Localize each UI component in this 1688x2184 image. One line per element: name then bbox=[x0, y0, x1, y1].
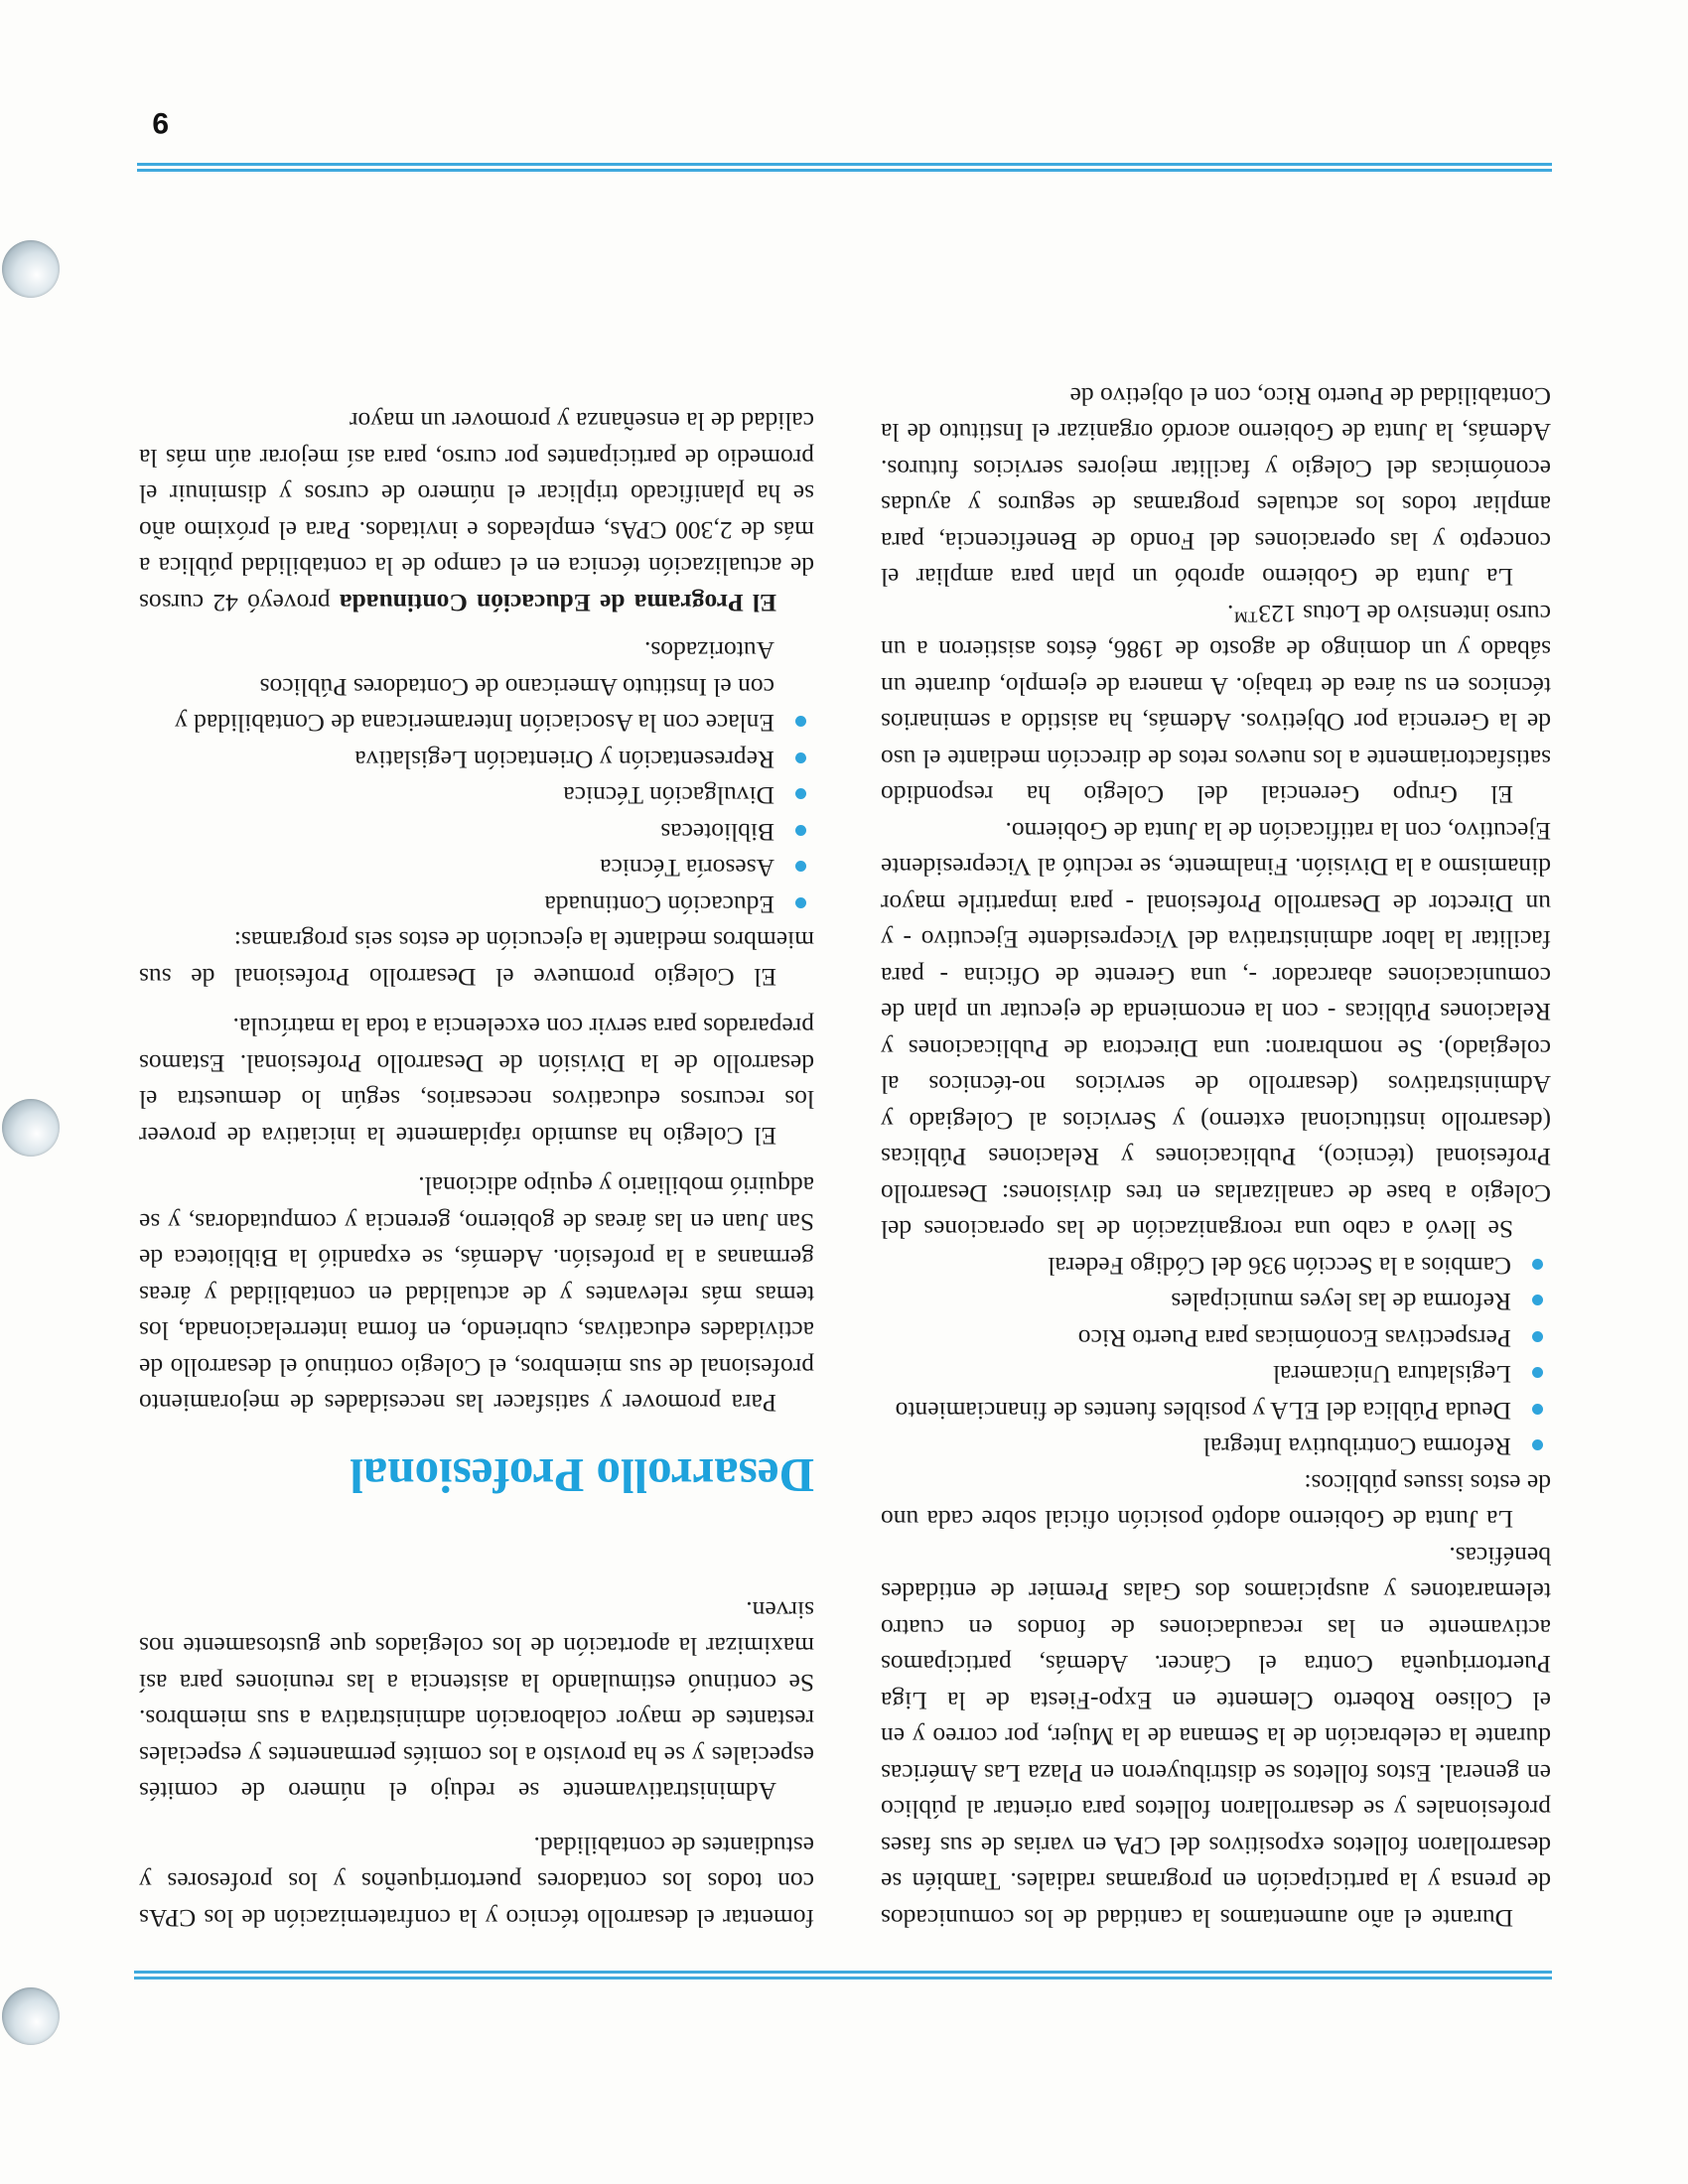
body-paragraph: La Junta de Gobierno adoptó posición oficial sobre cada uno de estos issues públicos: bbox=[881, 1469, 1551, 1535]
list-item: Reforma Contributiva Integral bbox=[881, 1429, 1551, 1465]
binder-hole-top bbox=[2, 1987, 60, 2045]
bullet-icon bbox=[1532, 1259, 1543, 1270]
page-number: 9 bbox=[152, 106, 169, 139]
public-issues-list bbox=[881, 1248, 1551, 1465]
list-item: Divulgación Técnica bbox=[139, 777, 814, 814]
body-paragraph: Para promover y satisfacer las necesidades de mejoramiento profesional de sus miembros, el Colegio continuó el desarrollo de actividades educativas, cubriendo, en forma interrelacionada, los temas más relevantes y de actualidad en contabilidad y áreas germanas a la profesión. Además, se expandió la Biblioteca de San Juan en las áreas de gobierno, gerencia y computadoras, y se adquirió mobiliario y equipo adicional. bbox=[139, 1171, 814, 1419]
list-item: Cambios a la Sección 936 del Código Federal bbox=[881, 1248, 1551, 1285]
bullet-icon bbox=[1532, 1368, 1543, 1379]
body-paragraph: La Junta de Gobierno aprobó un plan para ampliar el concepto y las operaciones del Fondo de Beneficencia, para ampliar todos los actuales programas de seguros y ayudas económicas del Colegio y facilitar mejores servicios futuros. Además, la Junta de Gobierno acordó organizar el Instituto de la Contabilidad de Puerto Rico, con el objetivo de bbox=[881, 382, 1551, 593]
section-heading: Desarrollo Profesional bbox=[350, 1448, 814, 1504]
body-paragraph: El Programa de Educación Continuada proveyó 42 cursos de actualización técnica en el campo de la contabilidad pública a más de 2,300 CPAs, empleados e invitados. Para el próximo año se ha planificado triplicar el número de cursos y disminuir el promedio de participantes por curso, para así mejorar aún más la calidad de la enseñanza y promover un mayor bbox=[139, 407, 814, 617]
bullet-icon bbox=[795, 717, 806, 728]
body-paragraph: El Colegio ha asumido rápidamente la iniciativa de proveer los recursos educativos necesarios, según lo demuestra el desarrollo de la División de Desarrollo Profesional. Estamos preparados para servir con excelencia a toda la matrícula. bbox=[139, 1013, 814, 1151]
binder-hole-middle bbox=[2, 1099, 60, 1157]
list-item: Asesoría Técnica bbox=[139, 850, 814, 887]
list-item: Enlace con la Asociación Interamericana de Contabilidad y con el Instituto Americano de Contadores Públicos Autorizados. bbox=[139, 632, 814, 742]
body-paragraph: El Grupo Gerencial del Colegio ha respondido satisfactoriamente a los nuevos retos de dirección mediante el uso de la Gerencia por Objetivos. Además, ha asistido a seminarios técnicos en su área de trabajo. A manera de ejemplo, durante un sábado y un domingo de agosto de 1986, éstos asistieron a un curso intensivo de Lotus 123™. bbox=[881, 600, 1551, 810]
list-item: Bibliotecas bbox=[139, 814, 814, 851]
programs-list bbox=[139, 632, 814, 922]
right-column bbox=[139, 403, 814, 1936]
top-rule bbox=[134, 1977, 1552, 1979]
bullet-icon bbox=[795, 789, 806, 800]
body-paragraph: fomentar el desarrollo técnico y la confraternización de los CPAs con todos los contadores puertorriqueños y los profesores y estudiantes de contabilidad. bbox=[139, 1832, 814, 1933]
bullet-icon bbox=[1532, 1331, 1543, 1342]
bullet-icon bbox=[795, 862, 806, 873]
bullet-icon bbox=[1532, 1440, 1543, 1451]
left-column bbox=[881, 378, 1551, 1937]
list-item: Perspectivas Económicas para Puerto Rico bbox=[881, 1320, 1551, 1357]
bullet-icon bbox=[1532, 1404, 1543, 1415]
program-name: El Programa de Educación Continuada bbox=[339, 589, 776, 617]
list-item: Reforma de las leyes municipales bbox=[881, 1284, 1551, 1320]
body-paragraph: Durante el año aumentamos la cantidad de los comunicados de prensa y la participación en programas radiales. También se desarrollaron folletos expositivos del CPA en varias de sus fases profesionales y se desarrollaron folletos para orientar al público en general. Estos folletos se distribuyeron en Plaza Las Américas durante la celebración de la Semana de la Mujer, por correo y en el Coliseo Roberto Clemente en Expo-Fiesta de la Liga Puertorriqueña Contra el Cáncer. Además, participamos activamente en las recaudaciones de fondos en cuatro telemaratones y auspiciamos dos Galas Premier de entidades benéficas. bbox=[881, 1542, 1551, 1933]
body-paragraph: Administrativamente se redujo el número de comités especiales y se ha provisto a los comités permanentes y especiales restantes de mayor colaboración administrativa a sus miembros. Se continuó estimulando la asistencia a las reuniones para así maximizar la aportación de los colegiados que gustosamente nos sirven. bbox=[139, 1596, 814, 1807]
bottom-rule-2 bbox=[137, 163, 1552, 166]
spacer bbox=[139, 1503, 814, 1592]
body-paragraph: Se llevó a cabo una reorganización de las operaciones del Colegio a base de canalizarlas en tres divisiones: Desarrollo Profesional (técnico), Publicaciones y Relaciones Públicas (desarrollo institucional externo) y Servicios al Colegiado y Administrativos (desarrollo de servicios no-técnicos al colegiado). Se nombraron: una Directora de Publicaciones y Relaciones Públicas - con la encomienda de ejecutar un plan de comunicaciones abarcador -, una Gerente de Oficina - para facilitar la labor administrativa del Vicepresidente Ejecutivo - y un Director de Desarrollo Profesional - para impartirle mayor dinamismo a la División. Finalmente, se reclutó al Vicepresidente Ejecutivo, con la ratificación de la Junta de Gobierno. bbox=[881, 817, 1551, 1245]
bullet-icon bbox=[795, 752, 806, 763]
list-item: Educación Continuada bbox=[139, 887, 814, 923]
list-item: Representación y Orientación Legislativa bbox=[139, 742, 814, 778]
body-paragraph: El Colegio promueve el Desarrollo Profesional de sus miembros mediante la ejecución de estos seis programas: bbox=[139, 926, 814, 992]
bullet-icon bbox=[795, 825, 806, 836]
top-rule-2 bbox=[134, 1971, 1552, 1974]
bottom-rule bbox=[137, 169, 1552, 172]
bullet-icon bbox=[795, 897, 806, 908]
list-item: Deuda Pública del ELA y posibles fuentes de financiamiento bbox=[881, 1393, 1551, 1430]
binder-hole-bottom bbox=[2, 240, 60, 298]
bullet-icon bbox=[1532, 1296, 1543, 1306]
list-item: Legislatura Unicameral bbox=[881, 1356, 1551, 1393]
